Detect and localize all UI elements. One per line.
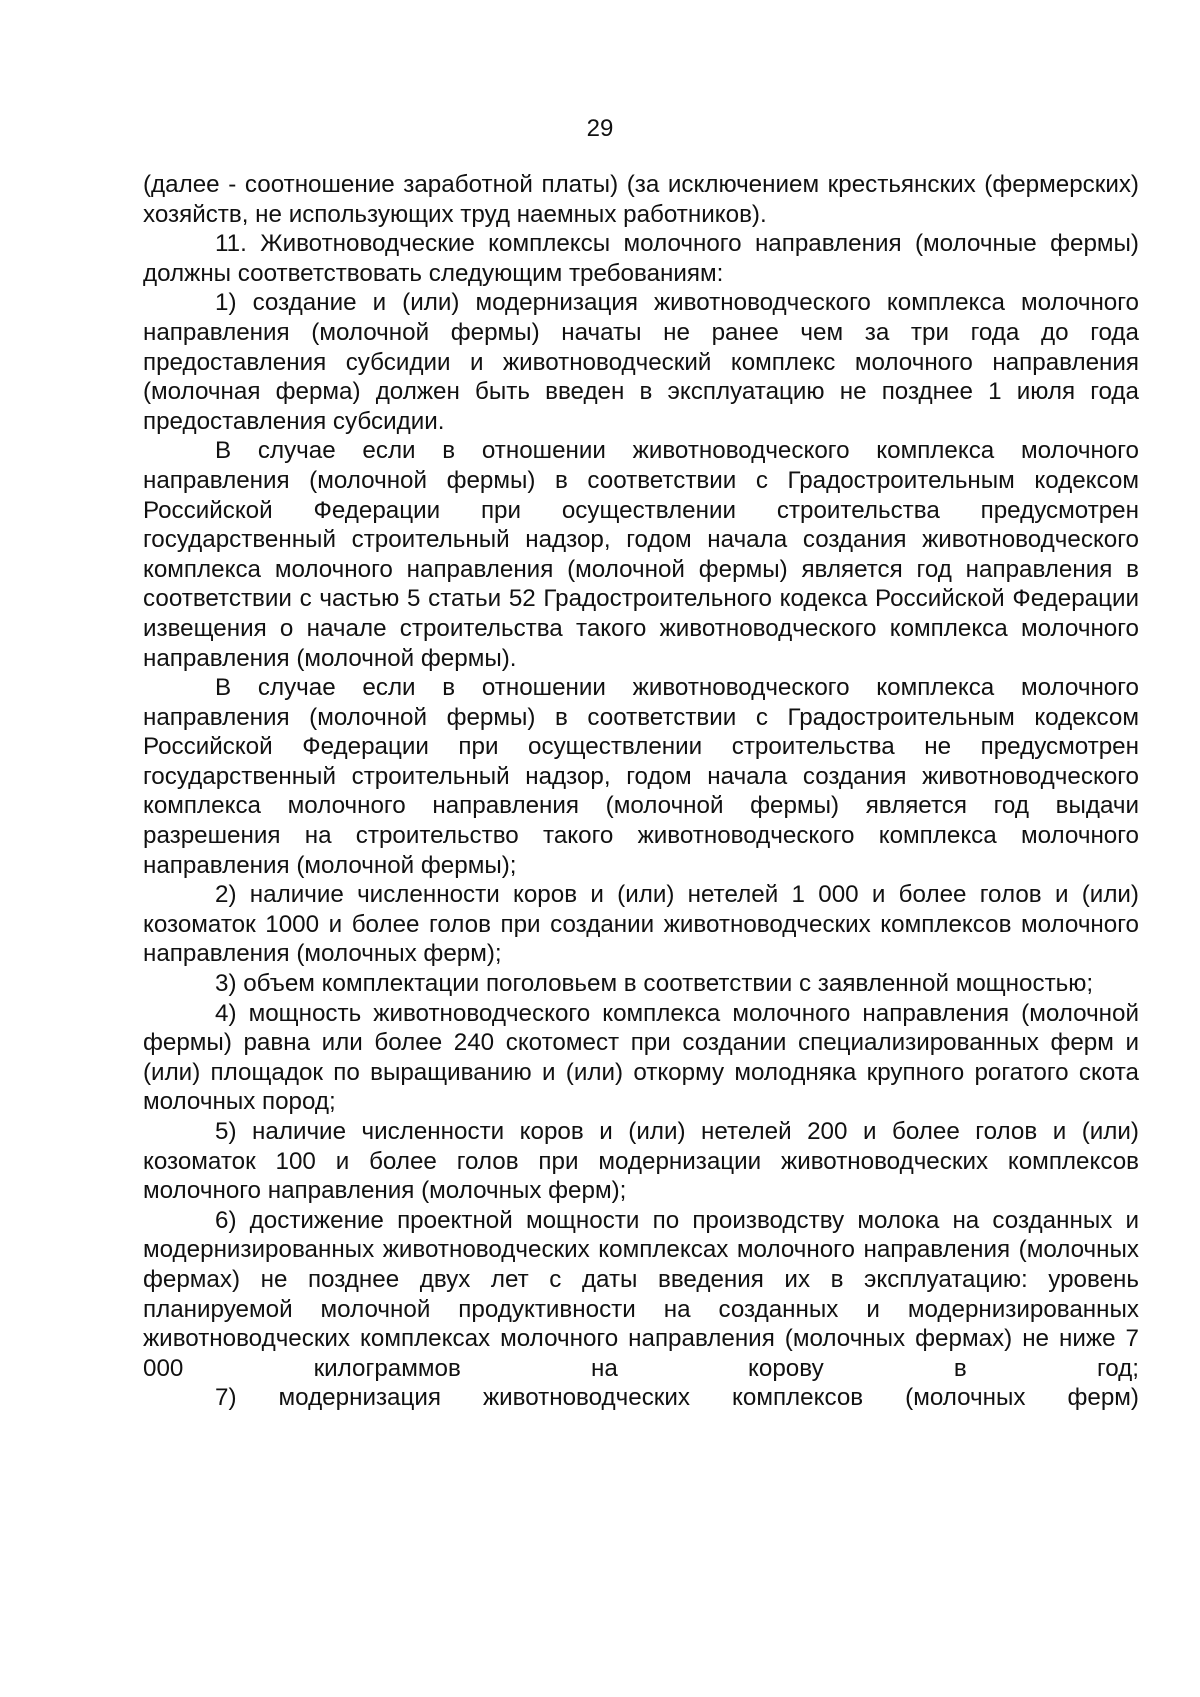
paragraph-subitem-2: 2) наличие численности коров и (или) нетелей 1 000 и более голов и (или) козоматок 1000 и более голов при создании животноводческих комплексов молочного направления (молочных ферм); xyxy=(143,881,1139,968)
paragraph-subitem-7: 7) модернизация животноводческих комплексов (молочных ферм) xyxy=(215,1384,1139,1412)
paragraph-no-construction-supervision: В случае если в отношении животноводческого комплекса молочного направления (молочной фермы) в соответствии с Градостроительным кодексом Российской Федерации при осуществлении строительства не предусмотрен государственный строительный надзор, годом начала создания животноводческого комплекса молочного направления (молочной фермы) является год выдачи разрешения на строительство такого животноводческого комплекса молочного направления (молочной фермы); xyxy=(143,674,1139,879)
paragraph-subitem-1: 1) создание и (или) модернизация животноводческого комплекса молочного направления (молочной фермы) начаты не ранее чем за три года до года предоставления субсидии и животноводческий комплекс молочного направления (молочная ферма) должен быть введен в эксплуатацию не позднее 1 июля года предоставления субсидии. xyxy=(143,289,1139,435)
paragraph-subitem-3: 3) объем комплектации поголовьем в соответствии с заявленной мощностью; xyxy=(215,970,1094,998)
paragraph-subitem-6: 6) достижение проектной мощности по производству молока на созданных и модернизированных животноводческих комплексах молочного направления (молочных фермах) не позднее двух лет с даты введения их в эксплуатацию: уровень планируемой молочной продуктивности на созданных и модернизированных животноводческих комплексах молочного направления (молочных фермах) не ниже 7 000 килограммов на корову в год; xyxy=(143,1206,1139,1382)
document-body xyxy=(143,170,1139,1413)
paragraph-subitem-5: 5) наличие численности коров и (или) нетелей 200 и более голов и (или) козоматок 100 и более голов при модернизации животноводческих комплексов молочного направления (молочных ферм); xyxy=(143,1118,1139,1205)
paragraph-subitem-4: 4) мощность животноводческого комплекса молочного направления (молочной фермы) равна или более 240 скотомест при создании специализированных ферм и (или) площадок по выращиванию и (или) откорму молодняка крупного рогатого скота молочных пород; xyxy=(143,999,1139,1116)
page-number: 29 xyxy=(586,115,614,142)
paragraph-intro-continuation: (далее - соотношение заработной платы) (за исключением крестьянских (фермерских) хозяйств, не использующих труд наемных работников). xyxy=(143,171,1139,228)
paragraph-item-11: 11. Животноводческие комплексы молочного направления (молочные фермы) должны соответствовать следующим требованиям: xyxy=(143,230,1139,287)
paragraph-construction-supervision: В случае если в отношении животноводческого комплекса молочного направления (молочной фермы) в соответствии с Градостроительным кодексом Российской Федерации при осуществлении строительства предусмотрен государственный строительный надзор, годом начала создания животноводческого комплекса молочного направления (молочной фермы) является год направления в соответствии с частью 5 статьи 52 Градостроительного кодекса Российской Федерации извещения о начале строительства такого животноводческого комплекса молочного направления (молочной фермы). xyxy=(143,437,1139,672)
